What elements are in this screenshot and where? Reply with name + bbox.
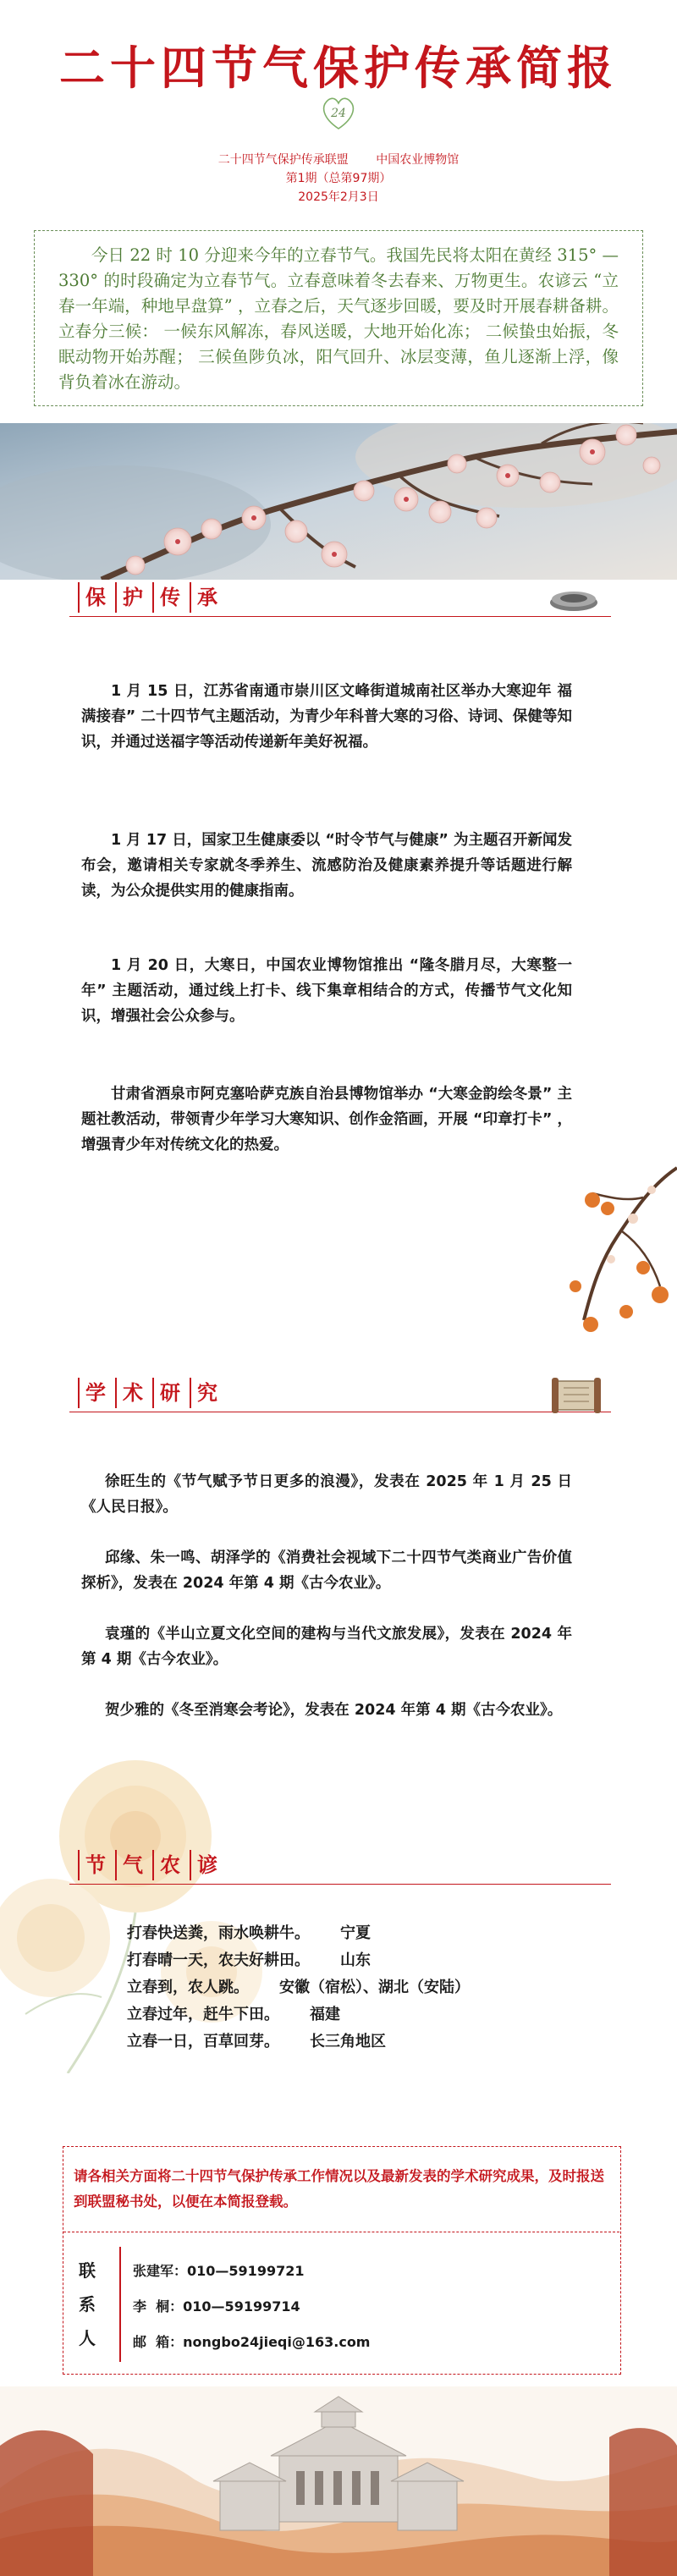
contact-name: 张建军： xyxy=(133,2263,188,2279)
intro-box xyxy=(34,230,643,406)
persimmon-branch-icon xyxy=(542,1159,677,1337)
research-item: 徐旺生的《节气赋予节日更多的浪漫》，发表在 2025 年 1 月 25 日《人民日报》。 xyxy=(81,1473,572,1516)
submission-notice: 请各相关方面将二十四节气保护传承工作情况以及最新发表的学术研究成果，及时报送到联盟秘书处，以便在本简报登载。 xyxy=(74,2168,604,2210)
contact-name: 邮 箱： xyxy=(133,2334,184,2350)
contact-row xyxy=(133,2260,304,2280)
protection-item: 甘肃省酒泉市阿克塞哈萨克族自治县博物馆举办 “大寒金韵绘冬景” 主题社教活动，带领青少年学习大寒知识、创作金箔画，开展 “印章打卡” ，增强青少年对传统文化的热爱。 xyxy=(81,1086,572,1153)
proverb-region: 安徽（宿松）、湖北（安陆） xyxy=(279,1979,470,1996)
contact-label-char: 人 xyxy=(79,2328,96,2348)
heading-char: 保 xyxy=(78,582,112,613)
proverb-text: 打春晴一天，农夫好耕田。 xyxy=(127,1951,310,1969)
contact-phone: 010—59199721 xyxy=(187,2263,305,2279)
heading-char: 农 xyxy=(152,1850,186,1880)
research-item: 邱缘、朱一鸣、胡泽学的《消费社会视域下二十四节气类商业广告价值探析》，发表在 2024 年第 4 期《古今农业》。 xyxy=(81,1549,572,1592)
heading-char: 节 xyxy=(78,1850,112,1880)
proverb-region: 宁夏 xyxy=(340,1924,371,1942)
scroll-book-icon xyxy=(548,1366,608,1417)
proverb-text: 打春快送粪，雨水唤耕牛。 xyxy=(127,1924,310,1942)
proverb-row xyxy=(127,1921,371,1946)
section-heading-research xyxy=(78,1378,603,1415)
proverb-region: 福建 xyxy=(310,2006,340,2023)
museum-landscape-footer-image xyxy=(0,2386,677,2576)
proverb-row xyxy=(127,2002,340,2028)
research-item: 贺少雅的《冬至消寒会考论》，发表在 2024 年第 4 期《古今农业》。 xyxy=(105,1702,563,1719)
contact-divider xyxy=(119,2247,121,2362)
intro-text: 今日 22 时 10 分迎来今年的立春节气。我国先民将太阳在黄经 315° —330° 的时段确定为立春节气。立春意味着冬去春来、万物更生。农谚云 “立春一年端，种地早盘算” ，立春之后，天气逐步回暖，要及时开展春耕备耕。立春分三候： 一候东风解冻，春风送暖，大地开始化冻； 二候蛰虫始振，冬眠动物开始苏醒； 三候鱼陟负冰，阳气回升、冰层变薄，鱼儿逐渐上浮，像背负着冰在游动。 xyxy=(58,245,619,392)
contact-name: 李 桐： xyxy=(133,2298,184,2315)
contact-phone: 010—59199714 xyxy=(183,2298,300,2315)
heading-char: 承 xyxy=(190,582,223,613)
proverb-row xyxy=(127,2029,386,2055)
ink-stone-icon xyxy=(547,584,601,614)
section-rule xyxy=(69,1884,611,1885)
contact-label-char: 系 xyxy=(79,2294,96,2315)
contact-email[interactable]: nongbo24jieqi@163.com xyxy=(183,2334,371,2350)
page-title: 二十四节气保护传承简报 xyxy=(59,41,618,95)
heading-char: 谚 xyxy=(190,1850,223,1880)
submission-notice-box xyxy=(63,2146,621,2375)
publisher-museum: 中国农业博物馆 xyxy=(376,153,460,167)
header-meta xyxy=(0,151,677,206)
heading-char: 学 xyxy=(78,1378,112,1408)
proverb-region: 山东 xyxy=(340,1951,371,1969)
proverb-row xyxy=(127,1948,371,1973)
heading-char: 术 xyxy=(115,1378,149,1408)
heading-char: 究 xyxy=(190,1378,223,1408)
contact-label xyxy=(79,2254,101,2355)
protection-item: 1 月 20 日，大寒日，中国农业博物馆推出 “隆冬腊月尽，大寒整一年” 主题活动，通过线上打卡、线下集章相结合的方式，传播节气文化知识，增强社会公众参与。 xyxy=(81,957,572,1025)
protection-item: 1 月 17 日，国家卫生健康委以 “时令节气与健康” 为主题召开新闻发布会，邀请相关专家就冬季养生、流感防治及健康素养提升等话题进行解读，为公众提供实用的健康指南。 xyxy=(81,832,572,900)
solar-terms-logo-icon xyxy=(318,91,359,132)
section-heading-proverbs xyxy=(78,1850,603,1887)
contact-row xyxy=(133,2296,300,2315)
protection-item: 1 月 15 日，江苏省南通市崇川区文峰街道城南社区举办大寒迎年 福满接春” 二十四节气主题活动，为青少年科普大寒的习俗、诗词、保健等知识，并通过送福字等活动传递新年美好祝福。 xyxy=(81,683,572,751)
contact-row xyxy=(133,2331,370,2351)
heading-char: 传 xyxy=(152,582,186,613)
publisher-alliance: 二十四节气保护传承联盟 xyxy=(217,153,349,167)
proverb-text: 立春过年，赶牛下田。 xyxy=(127,2006,279,2023)
plum-blossom-banner-image xyxy=(0,423,677,580)
research-item: 袁瑾的《半山立夏文化空间的建构与当代文旅发展》，发表在 2024 年第 4 期《古今农业》。 xyxy=(81,1626,572,1668)
publisher-line xyxy=(0,151,677,169)
proverb-text: 立春一日，百草回芽。 xyxy=(127,2033,279,2050)
issue-date: 2025年2月3日 xyxy=(298,190,379,204)
heading-char: 护 xyxy=(115,582,149,613)
contact-label-char: 联 xyxy=(79,2260,96,2281)
logo-number: 24 xyxy=(331,107,346,120)
proverb-region: 长三角地区 xyxy=(310,2033,386,2050)
heading-char: 研 xyxy=(152,1378,186,1408)
issue-number: 第1期（总第97期） xyxy=(285,172,392,185)
section-heading-protection xyxy=(78,582,603,619)
heading-char: 气 xyxy=(115,1850,149,1880)
section-rule xyxy=(69,616,611,617)
proverb-row xyxy=(127,1975,470,2001)
proverb-text: 立春到，农人跳。 xyxy=(127,1979,249,1996)
